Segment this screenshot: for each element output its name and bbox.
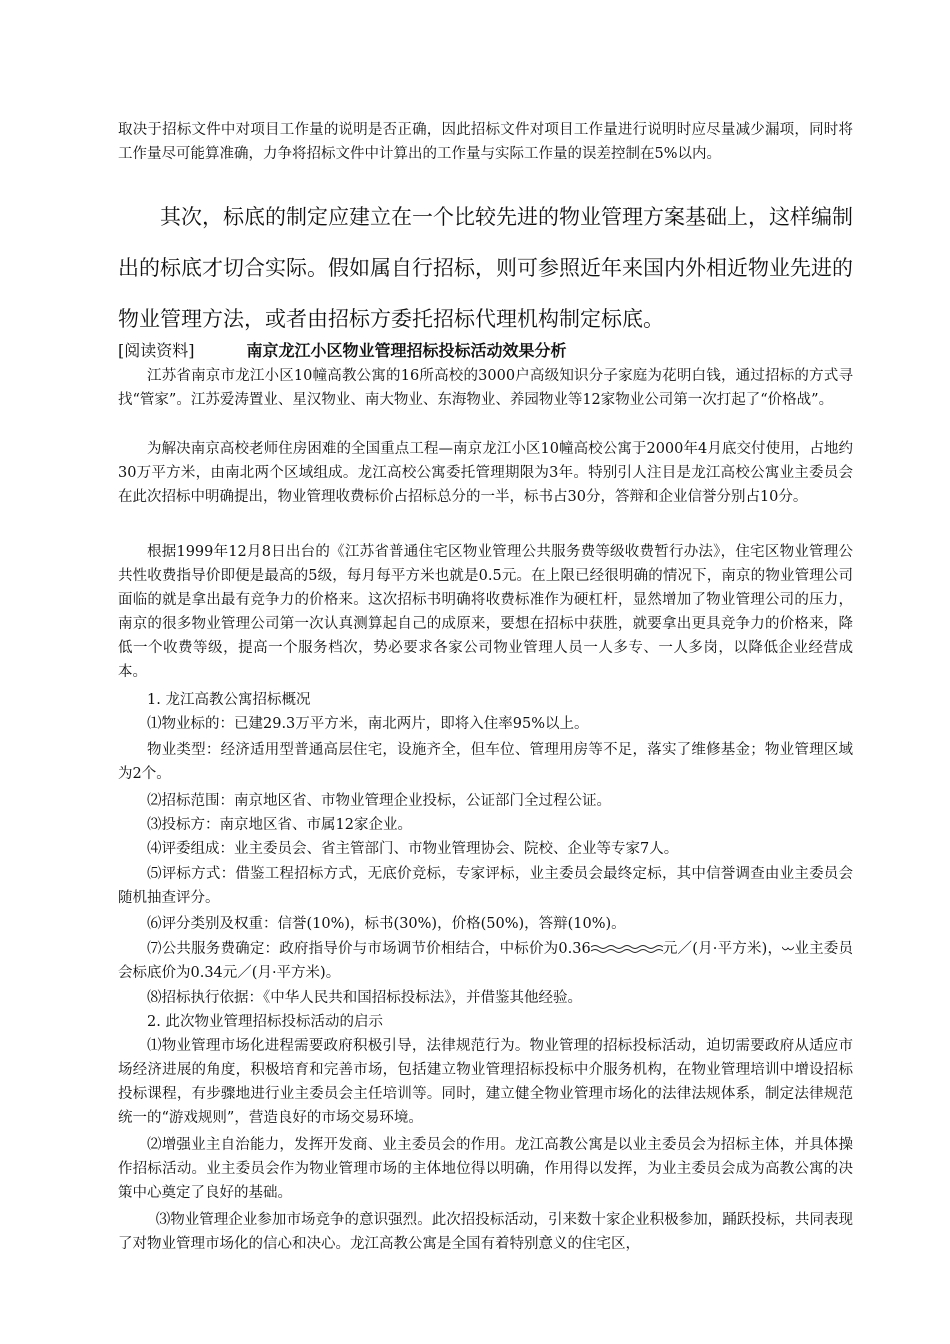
- reading-paragraph-1: 江苏省南京市龙江小区10幢高教公寓的16所高校的3000户高级知识分子家庭为花明白钱，通过招标的方式寻找“管家”。江苏爱涛置业、星汉物业、南大物业、东海物业、养园物业等12家物业公司第一次打起了“价格战”。: [118, 368, 853, 408]
- reading-tag: [阅读资料]: [118, 341, 195, 360]
- section-1-item: ⑸评标方式：借鉴工程招标方式，无底价竞标，专家评标，业主委员会最终定标，其中信誉调查由业主委员会随机抽查评分。: [118, 866, 853, 906]
- section-2-item: ⑶物业管理企业参加市场竞争的意识强烈。此次招投标活动，引来数十家企业积极参加，踊跃投标，共同表现了对物业管理市场化的信心和决心。龙江高教公寓是全国有着特别意义的住宅区，: [118, 1212, 853, 1252]
- wave-mark-icon: [782, 944, 794, 954]
- section-1-item-7: [118, 937, 853, 985]
- reading-heading: [118, 340, 853, 362]
- item-7-text-a: ⑺公共服务费确定：政府指导价与市场调节价相结合，中标价为0.36: [147, 941, 591, 957]
- section-1-item: ⑵招标范围：南京地区省、市物业管理企业投标，公证部门全过程公证。: [147, 793, 611, 809]
- intro-paragraph: 取决于招标文件中对项目工作量的说明是否正确，因此招标文件对项目工作量进行说明时应尽量减少漏项，同时将工作量尽可能算准确，力争将招标文件中计算出的工作量与实际工作量的误差控制在5%以内。: [118, 122, 853, 162]
- squiggle-mark-icon: [591, 942, 663, 956]
- section-1-item: ⑴物业标的：已建29.3万平方米，南北两片，即将入住率95%以上。: [147, 716, 589, 732]
- section-2-item: ⑴物业管理市场化进程需要政府积极引导，法律规范行为。物业管理的招标投标活动，迫切需要政府从适应市场经济进展的角度，积极培育和完善市场，包括建立物业管理招标投标中介服务机构，在物业管理培训中增设招标投标课程，有步骤地进行业主委员会主任培训等。同时，建立健全物业管理市场化的法律法规体系，制定法律规范统一的“游戏规则”，营造良好的市场交易环境。: [118, 1038, 853, 1126]
- section-2-title: 2. 此次物业管理招标投标活动的启示: [147, 1014, 383, 1030]
- reading-paragraph-2: 为解决南京高校老师住房困难的全国重点工程—南京龙江小区10幢高校公寓于2000年4月底交付使用，占地约30万平方米，由南北两个区域组成。龙江高校公寓委托管理期限为3年。特别引人注目是龙江高校公寓业主委员会在此次招标中明确提出，物业管理收费标价占招标总分的一半，标书占30分，答辩和企业信誉分别占10分。: [118, 441, 853, 505]
- reading-paragraph-3: 根据1999年12月8日出台的《江苏省普通住宅区物业管理公共服务费等级收费暂行办法》，住宅区物业管理公共性收费指导价即便是最高的5级，每月每平方米也就是0.5元。在上限已经很明确的情况下，南京的物业管理公司面临的就是拿出最有竞争力的价格来。这次招标书明确将收费标准作为硬杠杆，显然增加了物业管理公司的压力，南京的很多物业管理公司第一次认真测算起自己的成原来，要想在招标中获胜，就要拿出更具竞争力的价格来，降低一个收费等级，提高一个服务档次，势必要求各家公司物业管理人员一人多专、一人多岗，以降低企业经营成本。: [118, 544, 853, 680]
- section-1-item: ⑶投标方：南京地区省、市属12家企业。: [147, 817, 412, 833]
- section-1-item: 物业类型：经济适用型普通高层住宅，设施齐全，但车位、管理用房等不足，落实了维修基金；物业管理区域为2个。: [118, 742, 853, 782]
- bid-base-paragraph: 其次，标底的制定应建立在一个比较先进的物业管理方案基础上，这样编制出的标底才切合实际。假如属自行招标，则可参照近年来国内外相近物业先进的物业管理方法，或者由招标方委托招标代理机构制定标底。: [118, 205, 853, 331]
- section-1-item: ⑹评分类别及权重：信誉(10%)，标书(30%)，价格(50%)，答辩(10%)。: [147, 916, 626, 932]
- reading-title: 南京龙江小区物业管理招标投标活动效果分析: [246, 341, 567, 360]
- item-7-text-c: 业主委员会标底价为0.34元／(月·平方米)。: [118, 941, 853, 981]
- section-2-item: ⑵增强业主自治能力，发挥开发商、业主委员会的作用。龙江高教公寓是以业主委员会为招标主体，并具体操作招标活动。业主委员会作为物业管理市场的主体地位得以明确，作用得以发挥，为业主委员会成为高教公寓的决策中心奠定了良好的基础。: [118, 1137, 853, 1201]
- section-1-item-8: ⑻招标执行依据：《中华人民共和国招标投标法》，并借鉴其他经验。: [147, 990, 582, 1006]
- section-1-title: 1. 龙江高教公寓招标概况: [147, 692, 311, 708]
- item-7-text-b: 元／(月·平方米)，: [662, 941, 783, 957]
- section-1-item: ⑷评委组成：业主委员会、省主管部门、市物业管理协会、院校、企业等专家7人。: [147, 841, 679, 857]
